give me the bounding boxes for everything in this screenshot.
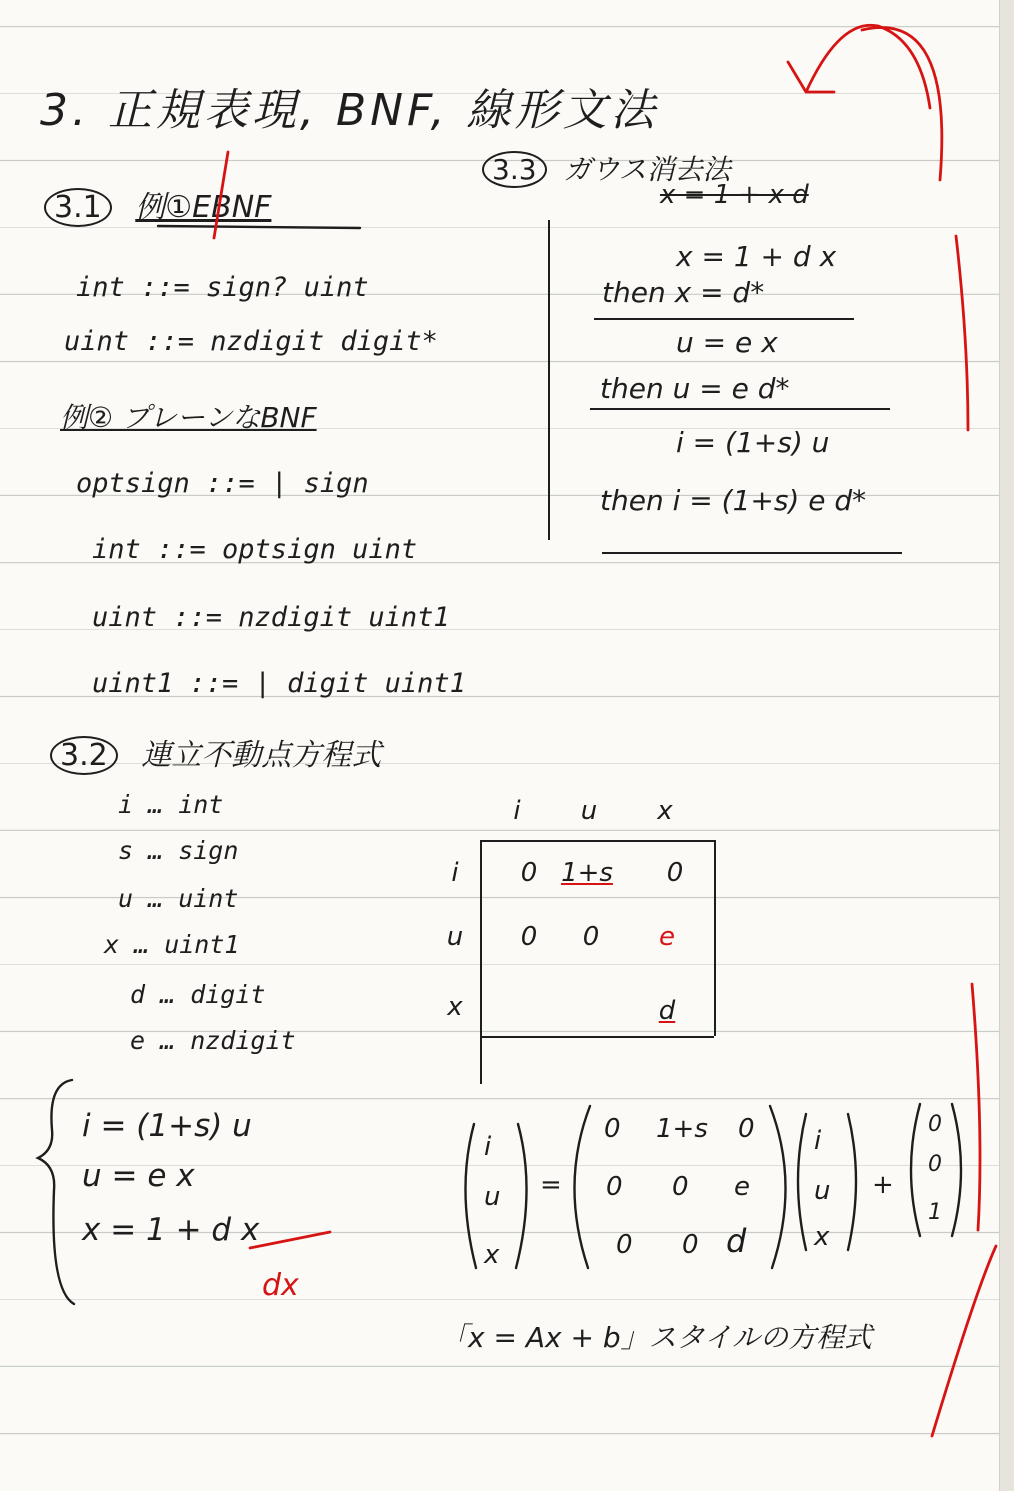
ebnf-line-2: uint ::= nzdigit digit* <box>64 326 438 357</box>
table-col-head: x <box>657 796 673 826</box>
bnf-line-4: uint1 ::= | digit uint1 <box>92 668 466 699</box>
lhs-entry: i <box>484 1132 492 1162</box>
table-row-head: u <box>446 922 464 952</box>
gauss-step-5: i = (1+s) u <box>676 426 830 459</box>
lhs-entry: u <box>484 1182 501 1212</box>
vector-b-entry: 0 <box>928 1112 942 1137</box>
lhs-entry: x <box>484 1240 500 1270</box>
table-cell: 1+s <box>561 858 613 888</box>
system-eq-1: i = (1+s) u <box>82 1108 252 1144</box>
gauss-step-6: then i = (1+s) e d* <box>600 484 867 517</box>
var-def-5: d … digit <box>130 980 266 1009</box>
table-cell: 0 <box>582 922 600 952</box>
matrix-cell: 0 <box>616 1230 633 1260</box>
bnf-line-1: optsign ::= | sign <box>76 468 369 499</box>
system-eq-2: u = e x <box>82 1158 195 1194</box>
bnf-heading: 例② プレーンなBNF <box>60 401 317 434</box>
matrix-cell: 1+s <box>656 1114 708 1144</box>
bnf-line-2: int ::= optsign uint <box>92 534 418 565</box>
matrix-cell: 0 <box>738 1114 755 1144</box>
matrix-cell: d <box>726 1222 747 1260</box>
table-col-head: u <box>580 796 598 826</box>
red-bracket-bottom <box>972 984 980 1230</box>
matrix-cell: 0 <box>672 1172 689 1202</box>
table-col-head: i <box>513 796 521 826</box>
var-def-6: e … nzdigit <box>130 1026 296 1055</box>
table-cell: e <box>659 922 675 952</box>
gauss-step-4: then u = e d* <box>600 372 790 405</box>
red-cursor-mark <box>214 152 228 238</box>
vector-x-entry: i <box>814 1126 822 1156</box>
matrix-cell: 0 <box>682 1230 699 1260</box>
system-eq-3: x = 1 + d x <box>82 1212 260 1248</box>
gauss-step-1: x = 1 + d x <box>676 240 837 273</box>
gauss-step-3: u = e x <box>676 326 778 359</box>
vector-x-paren-right <box>848 1114 856 1250</box>
system-correction: dx <box>262 1268 299 1303</box>
section-3-3-title: ガウス消去法 <box>563 153 731 186</box>
system-brace <box>38 1080 74 1304</box>
vector-x-entry: x <box>814 1222 830 1252</box>
page-title: 3. 正規表現, BNF, 線形文法 <box>40 85 659 136</box>
lhs-paren-left <box>465 1124 476 1268</box>
var-def-4: x … uint1 <box>104 930 240 959</box>
vector-b-entry: 1 <box>928 1200 942 1225</box>
gauss-step-2: then x = d* <box>602 276 765 309</box>
equals-sign: = <box>540 1170 562 1200</box>
table-cell: 0 <box>520 922 538 952</box>
matrix-cell: 0 <box>606 1172 623 1202</box>
table-cell: 0 <box>666 858 684 888</box>
section-3-1-label: 3.1 <box>44 188 112 227</box>
table-cell: 0 <box>520 858 538 888</box>
table-cell: d <box>658 996 676 1026</box>
matrix-footnote: 「x = Ax + b」スタイルの方程式 <box>440 1321 873 1354</box>
matrix-cell: e <box>734 1172 750 1202</box>
gauss-struck-line: x = 1 + x d <box>660 180 809 210</box>
section-3-2-title: 連立不動点方程式 <box>141 738 382 773</box>
var-def-1: i … int <box>118 790 224 819</box>
var-def-3: u … uint <box>118 884 239 913</box>
vector-b-entry: 0 <box>928 1152 942 1177</box>
red-arrow <box>788 25 996 1436</box>
ebnf-line-1: int ::= sign? uint <box>76 272 369 303</box>
vector-x-entry: u <box>814 1176 831 1206</box>
matrix-paren-left <box>574 1106 590 1268</box>
matrix-cell: 0 <box>604 1114 621 1144</box>
vector-b-paren-left <box>911 1104 920 1236</box>
matrix-paren-right <box>770 1106 786 1268</box>
red-underline-dx <box>250 1232 330 1248</box>
section-3-2-label: 3.2 <box>50 736 118 775</box>
vector-x-paren-left <box>798 1114 806 1250</box>
var-def-2: s … sign <box>118 836 239 865</box>
plus-sign: + <box>872 1170 894 1200</box>
table-row-head: x <box>447 992 463 1022</box>
ebnf-underline <box>158 226 360 228</box>
vector-b-paren-right <box>952 1104 961 1236</box>
lhs-paren-right <box>516 1124 527 1268</box>
bnf-line-3: uint ::= nzdigit uint1 <box>92 602 450 633</box>
red-bracket-top <box>956 236 968 430</box>
section-3-3-label: 3.3 <box>482 151 547 188</box>
section-3-1-title: 例①EBNF <box>135 190 272 225</box>
table-row-head: i <box>451 858 459 888</box>
